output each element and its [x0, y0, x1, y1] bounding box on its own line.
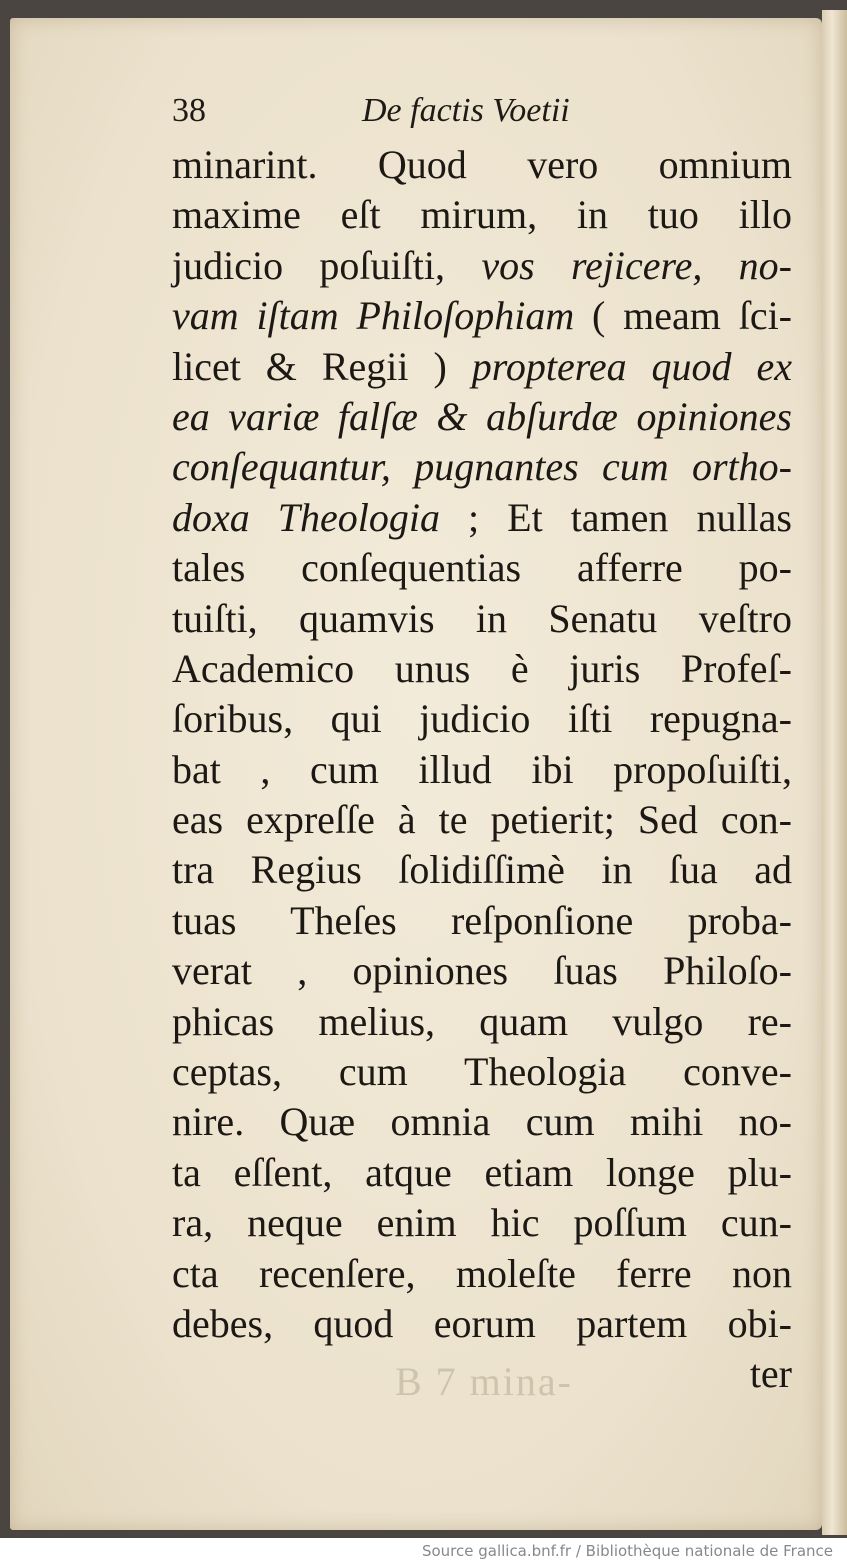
- italic-segment: conſequantur, pugnantes cum ortho-: [172, 444, 792, 490]
- text-line: [172, 694, 792, 744]
- text-line: [172, 1097, 792, 1147]
- text-line: [172, 997, 792, 1047]
- text-line: [172, 543, 792, 593]
- text-segment: verat , opiniones ſuas Philoſo-: [172, 948, 792, 994]
- italic-segment: vos rejicere, no-: [481, 242, 792, 288]
- source-footer: [0, 1538, 847, 1566]
- text-segment: cta recenſere, moleſte ferre non: [172, 1250, 792, 1296]
- text-segment: licet & Regii ): [172, 343, 472, 389]
- text-line: [172, 745, 792, 795]
- text-segment: nire. Quæ omnia cum mihi no-: [172, 1099, 792, 1145]
- text-line: [172, 1047, 792, 1097]
- text-line: [172, 644, 792, 694]
- text-line: [172, 493, 792, 543]
- text-segment: minarint. Quod vero omnium: [172, 142, 792, 187]
- text-line: [172, 190, 792, 240]
- text-line: [172, 946, 792, 996]
- page-edge: [822, 10, 847, 1535]
- page-number: 38: [172, 92, 206, 129]
- text-segment: ceptas, cum Theologia conve-: [172, 1049, 792, 1095]
- text-line: [172, 795, 792, 845]
- italic-segment: ea variæ falſæ & abſurdæ opiniones: [172, 393, 792, 439]
- text-line: [172, 291, 792, 341]
- text-segment: ter: [749, 1351, 792, 1397]
- text-line: [172, 1198, 792, 1248]
- text-segment: tales conſequentias afferre po-: [172, 545, 792, 591]
- text-segment: Academico unus è juris Profeſ-: [172, 645, 792, 691]
- text-segment: ra, neque enim hic poſſum cun-: [172, 1200, 792, 1246]
- body-text: [172, 140, 792, 1400]
- text-line: [172, 1349, 792, 1399]
- text-segment: ta eſſent, atque etiam longe plu-: [172, 1149, 792, 1195]
- italic-segment: doxa Theologia: [172, 494, 440, 540]
- text-segment: ; Et tamen nullas: [440, 494, 792, 540]
- text-segment: maxime eſt mirum, in tuo illo: [172, 192, 792, 238]
- text-line: [172, 594, 792, 644]
- italic-segment: propterea quod ex: [471, 343, 792, 389]
- text-line: [172, 1249, 792, 1299]
- text-segment: debes, quod eorum partem obi-: [172, 1300, 792, 1346]
- text-segment: judicio poſuiſti,: [172, 242, 482, 288]
- text-line: [172, 342, 792, 392]
- text-segment: ſoribus, qui judicio iſti repugna-: [172, 696, 792, 742]
- running-title: De factis Voetii: [362, 92, 570, 129]
- text-segment: phicas melius, quam vulgo re-: [172, 998, 792, 1044]
- italic-segment: vam iſtam Philoſophiam: [172, 293, 575, 339]
- text-line: [172, 1299, 792, 1349]
- text-segment: tuiſti, quamvis in Senatu veſtro: [172, 595, 792, 641]
- text-line: [172, 392, 792, 442]
- text-line: [172, 896, 792, 946]
- text-segment: bat , cum illud ibi propoſuiſti,: [172, 746, 792, 792]
- text-line: [172, 845, 792, 895]
- text-segment: eas expreſſe à te petierit; Sed con-: [172, 797, 792, 843]
- source-credit: Source gallica.bnf.fr / Bibliothèque nationale de France: [421, 1542, 833, 1560]
- running-header: [172, 92, 792, 136]
- text-line: [172, 241, 792, 291]
- text-segment: ( meam ſci-: [574, 293, 793, 339]
- text-segment: tra Regius ſolidiſſimè in ſua ad: [172, 847, 792, 893]
- text-segment: tuas Theſes reſponſione proba-: [172, 897, 792, 943]
- text-line: [172, 1148, 792, 1198]
- text-line: [172, 140, 792, 190]
- text-line: [172, 442, 792, 492]
- bleed-through-text: B 7 mina-: [395, 1359, 573, 1404]
